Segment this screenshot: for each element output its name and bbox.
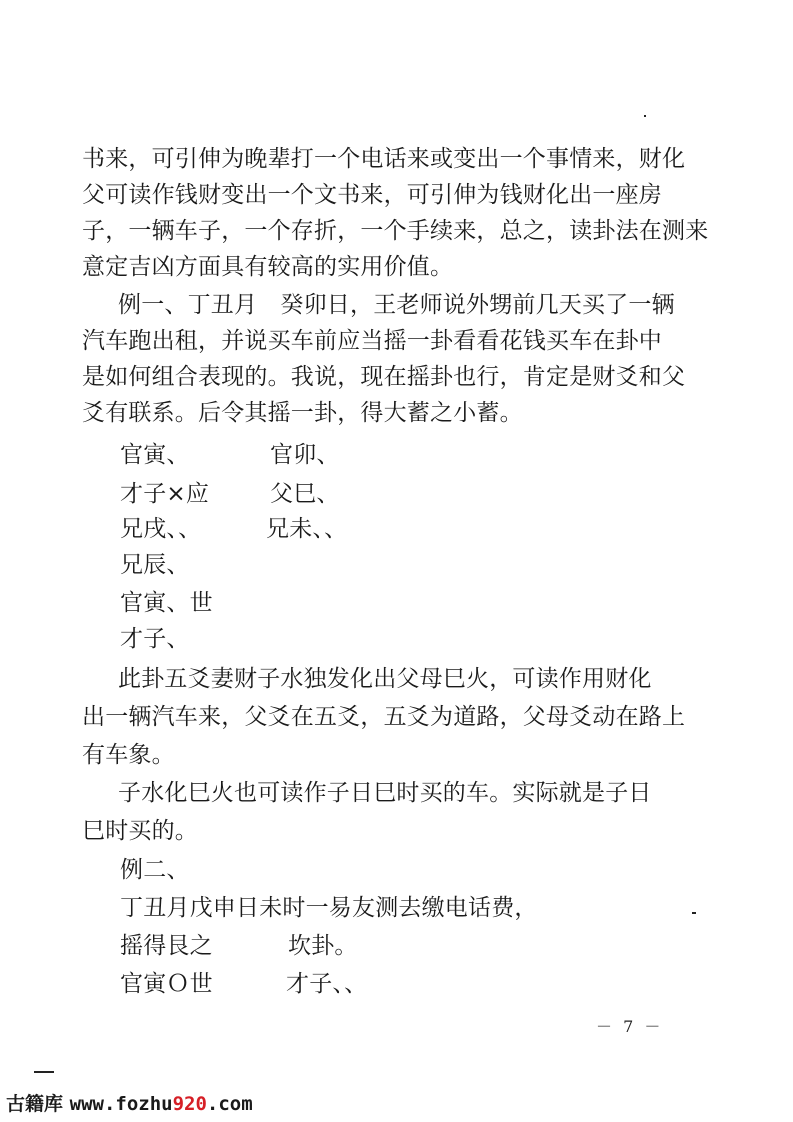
hexagram-line	[120, 931, 720, 961]
hexagram-right-line: 兄未、、	[266, 516, 348, 542]
paragraph-line: 父可读作钱财变出一个文书来，可引伸为钱财化出一座房	[82, 182, 662, 208]
site-url[interactable]	[70, 1093, 253, 1115]
scan-dash	[34, 1071, 54, 1073]
paragraph-line: 有车象。	[82, 742, 175, 768]
hexagram-left-line: 官寅、	[120, 442, 190, 468]
paragraph-line: 巳时买的。	[82, 818, 198, 844]
hexagram-left-line: 兄戌、、	[120, 516, 202, 542]
scan-dot	[692, 912, 696, 914]
paragraph-line: 子，一辆车子，一个存折，一个手续来，总之，读卦法在测来	[82, 218, 709, 244]
paragraph-line: 书来，可引伸为晚辈打一个电话来或变出一个事情来，财化	[82, 146, 686, 172]
hexagram-left-line: 官寅Ｏ世	[120, 971, 213, 997]
hexagram-right-line: 坎卦。	[288, 933, 358, 959]
hexagram-line	[120, 969, 720, 999]
hexagram-line	[120, 440, 720, 470]
url-number: 920	[172, 1093, 207, 1115]
paragraph-line: 意定吉凶方面具有较高的实用价值。	[82, 254, 454, 280]
page-number: － 7 －	[596, 1017, 664, 1036]
hexagram-line	[120, 479, 720, 509]
hexagram-right-line: 父巳、	[270, 481, 340, 507]
url-prefix: www.fozhu	[69, 1093, 173, 1115]
hexagram-left-line: 摇得艮之	[120, 933, 213, 959]
hexagram-left-line: 才子×应	[120, 481, 210, 507]
paragraph-line: 爻有联系。后令其摇一卦，得大蓄之小蓄。	[82, 400, 523, 426]
hexagram-line: 官寅、世	[120, 590, 213, 616]
scan-dot	[644, 115, 646, 117]
paragraph-line: 此卦五爻妻财子水独发化出父母巳火，可读作用财化	[118, 666, 652, 692]
site-name: 古籍库	[6, 1093, 64, 1115]
footer-watermark	[6, 1089, 253, 1115]
url-suffix: .com	[206, 1093, 253, 1115]
paragraph-line: 子水化巳火也可读作子日巳时买的车。实际就是子日	[118, 780, 652, 806]
paragraph-line: 例一、丁丑月 癸卯日，王老师说外甥前几天买了一辆	[118, 292, 675, 318]
paragraph-line: 丁丑月戊申日未时一易友测去缴电话费，	[120, 895, 538, 921]
hexagram-line: 兄辰、	[120, 552, 190, 578]
hexagram-line	[120, 514, 720, 544]
hexagram-line: 才子、	[120, 626, 190, 652]
paragraph-line: 是如何组合表现的。我说，现在摇卦也行，肯定是财爻和父	[82, 364, 686, 390]
paragraph-line: 汽车跑出租，并说买车前应当摇一卦看看花钱买车在卦中	[82, 328, 662, 354]
example-heading: 例二、	[120, 857, 190, 883]
hexagram-right-line: 官卯、	[270, 442, 340, 468]
hexagram-right-line: 才子、、	[286, 971, 368, 997]
paragraph-line: 出一辆汽车来，父爻在五爻，五爻为道路，父母爻动在路上	[82, 704, 686, 730]
